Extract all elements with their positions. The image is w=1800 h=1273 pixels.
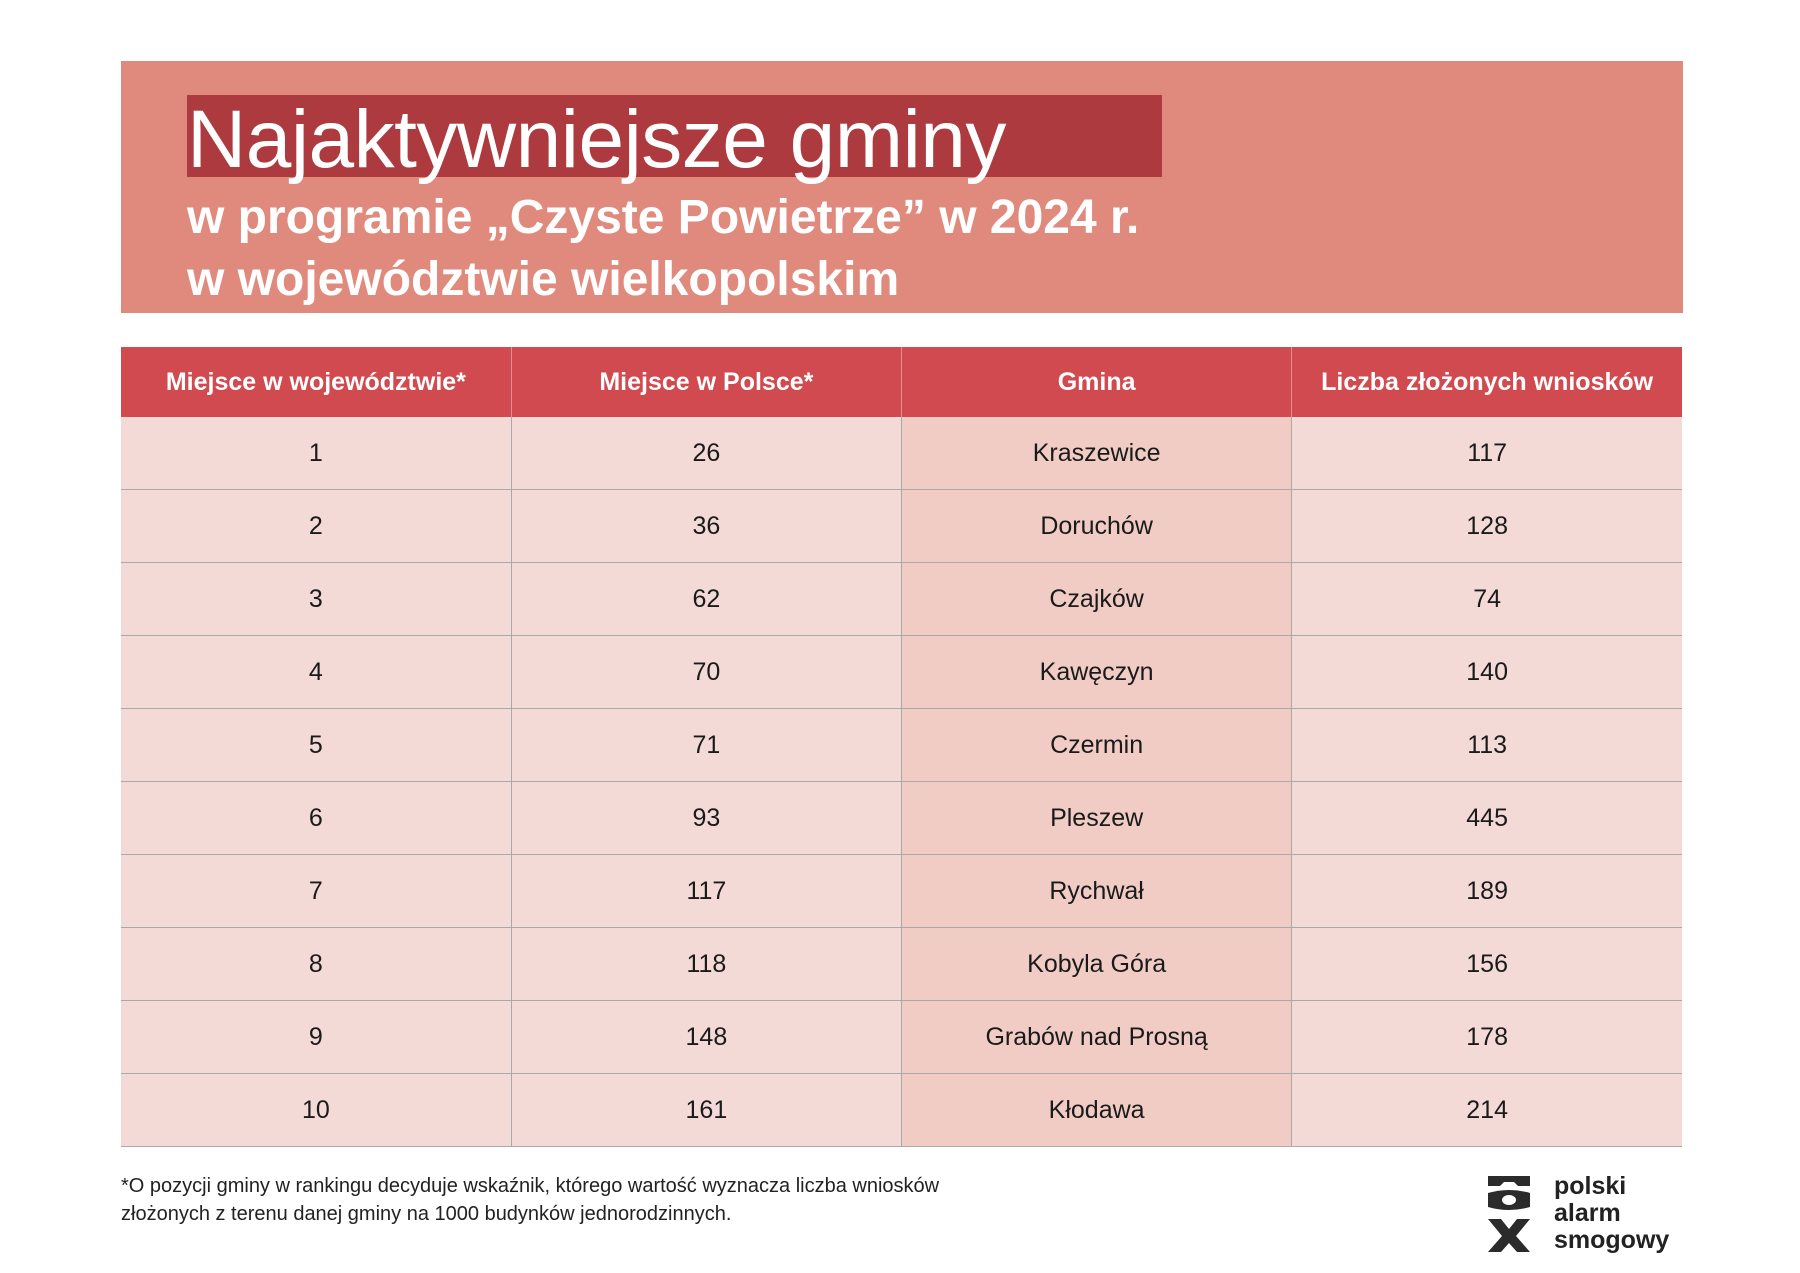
- applications-cell: 178: [1292, 1001, 1682, 1074]
- voivodeship-rank-cell: 8: [121, 928, 511, 1001]
- applications-cell: 113: [1292, 709, 1682, 782]
- voivodeship-rank-cell: 9: [121, 1001, 511, 1074]
- table-row: [121, 636, 1682, 709]
- header-banner: [121, 61, 1683, 313]
- applications-cell: 445: [1292, 782, 1682, 855]
- column-header-poland-rank: Miejsce w Polsce*: [511, 347, 901, 417]
- subtitle-line-2: w województwie wielkopolskim: [187, 253, 900, 306]
- table-row: [121, 563, 1682, 636]
- voivodeship-rank-cell: 1: [121, 417, 511, 490]
- voivodeship-rank-cell: 5: [121, 709, 511, 782]
- poland-rank-cell: 62: [511, 563, 901, 636]
- gmina-cell: Kawęczyn: [902, 636, 1292, 709]
- gmina-cell: Rychwał: [902, 855, 1292, 928]
- table-row: [121, 490, 1682, 563]
- applications-cell: 128: [1292, 490, 1682, 563]
- applications-cell: 189: [1292, 855, 1682, 928]
- footnote: [121, 1172, 1081, 1228]
- applications-cell: 74: [1292, 563, 1682, 636]
- table-row: [121, 709, 1682, 782]
- table-row: [121, 782, 1682, 855]
- voivodeship-rank-cell: 4: [121, 636, 511, 709]
- table-row: [121, 417, 1682, 490]
- applications-cell: 140: [1292, 636, 1682, 709]
- column-header-applications: Liczba złożonych wniosków: [1292, 347, 1682, 417]
- applications-cell: 156: [1292, 928, 1682, 1001]
- logo-word-polski: polski: [1554, 1172, 1627, 1200]
- column-header-gmina: Gmina: [902, 347, 1292, 417]
- poland-rank-cell: 118: [511, 928, 901, 1001]
- smog-mask-icon: [1484, 1173, 1534, 1253]
- footnote-line-2: złożonych z terenu danej gminy na 1000 budynków jednorodzinnych.: [121, 1203, 732, 1225]
- gmina-cell: Kraszewice: [902, 417, 1292, 490]
- voivodeship-rank-cell: 10: [121, 1074, 511, 1147]
- gmina-cell: Doruchów: [902, 490, 1292, 563]
- voivodeship-rank-cell: 3: [121, 563, 511, 636]
- poland-rank-cell: 70: [511, 636, 901, 709]
- table-row: [121, 855, 1682, 928]
- voivodeship-rank-cell: 6: [121, 782, 511, 855]
- poland-rank-cell: 93: [511, 782, 901, 855]
- footnote-line-1: *O pozycji gminy w rankingu decyduje wskaźnik, którego wartość wyznacza liczba wniosków: [121, 1175, 940, 1197]
- gmina-cell: Czermin: [902, 709, 1292, 782]
- gmina-cell: Grabów nad Prosną: [902, 1001, 1292, 1074]
- applications-cell: 117: [1292, 417, 1682, 490]
- gmina-cell: Kobyla Góra: [902, 928, 1292, 1001]
- poland-rank-cell: 71: [511, 709, 901, 782]
- gmina-cell: Czajków: [902, 563, 1292, 636]
- poland-rank-cell: 26: [511, 417, 901, 490]
- poland-rank-cell: 148: [511, 1001, 901, 1074]
- table-row: [121, 928, 1682, 1001]
- voivodeship-rank-cell: 7: [121, 855, 511, 928]
- table-row: [121, 1001, 1682, 1074]
- page-title: Najaktywniejsze gminy: [187, 94, 1006, 185]
- ranking-table: [121, 347, 1682, 1147]
- applications-cell: 214: [1292, 1074, 1682, 1147]
- column-header-voivodeship-rank: Miejsce w województwie*: [121, 347, 511, 417]
- gmina-cell: Pleszew: [902, 782, 1292, 855]
- logo-text: [1554, 1173, 1669, 1254]
- logo-word-smogowy: smogowy: [1554, 1226, 1670, 1254]
- polski-alarm-smogowy-logo: [1484, 1173, 1684, 1253]
- poland-rank-cell: 161: [511, 1074, 901, 1147]
- table-row: [121, 1074, 1682, 1147]
- logo-word-alarm: alarm: [1554, 1199, 1621, 1227]
- poland-rank-cell: 36: [511, 490, 901, 563]
- voivodeship-rank-cell: 2: [121, 490, 511, 563]
- table-header-row: [121, 347, 1682, 417]
- gmina-cell: Kłodawa: [902, 1074, 1292, 1147]
- poland-rank-cell: 117: [511, 855, 901, 928]
- subtitle-line-1: w programie „Czyste Powietrze” w 2024 r.: [187, 191, 1140, 244]
